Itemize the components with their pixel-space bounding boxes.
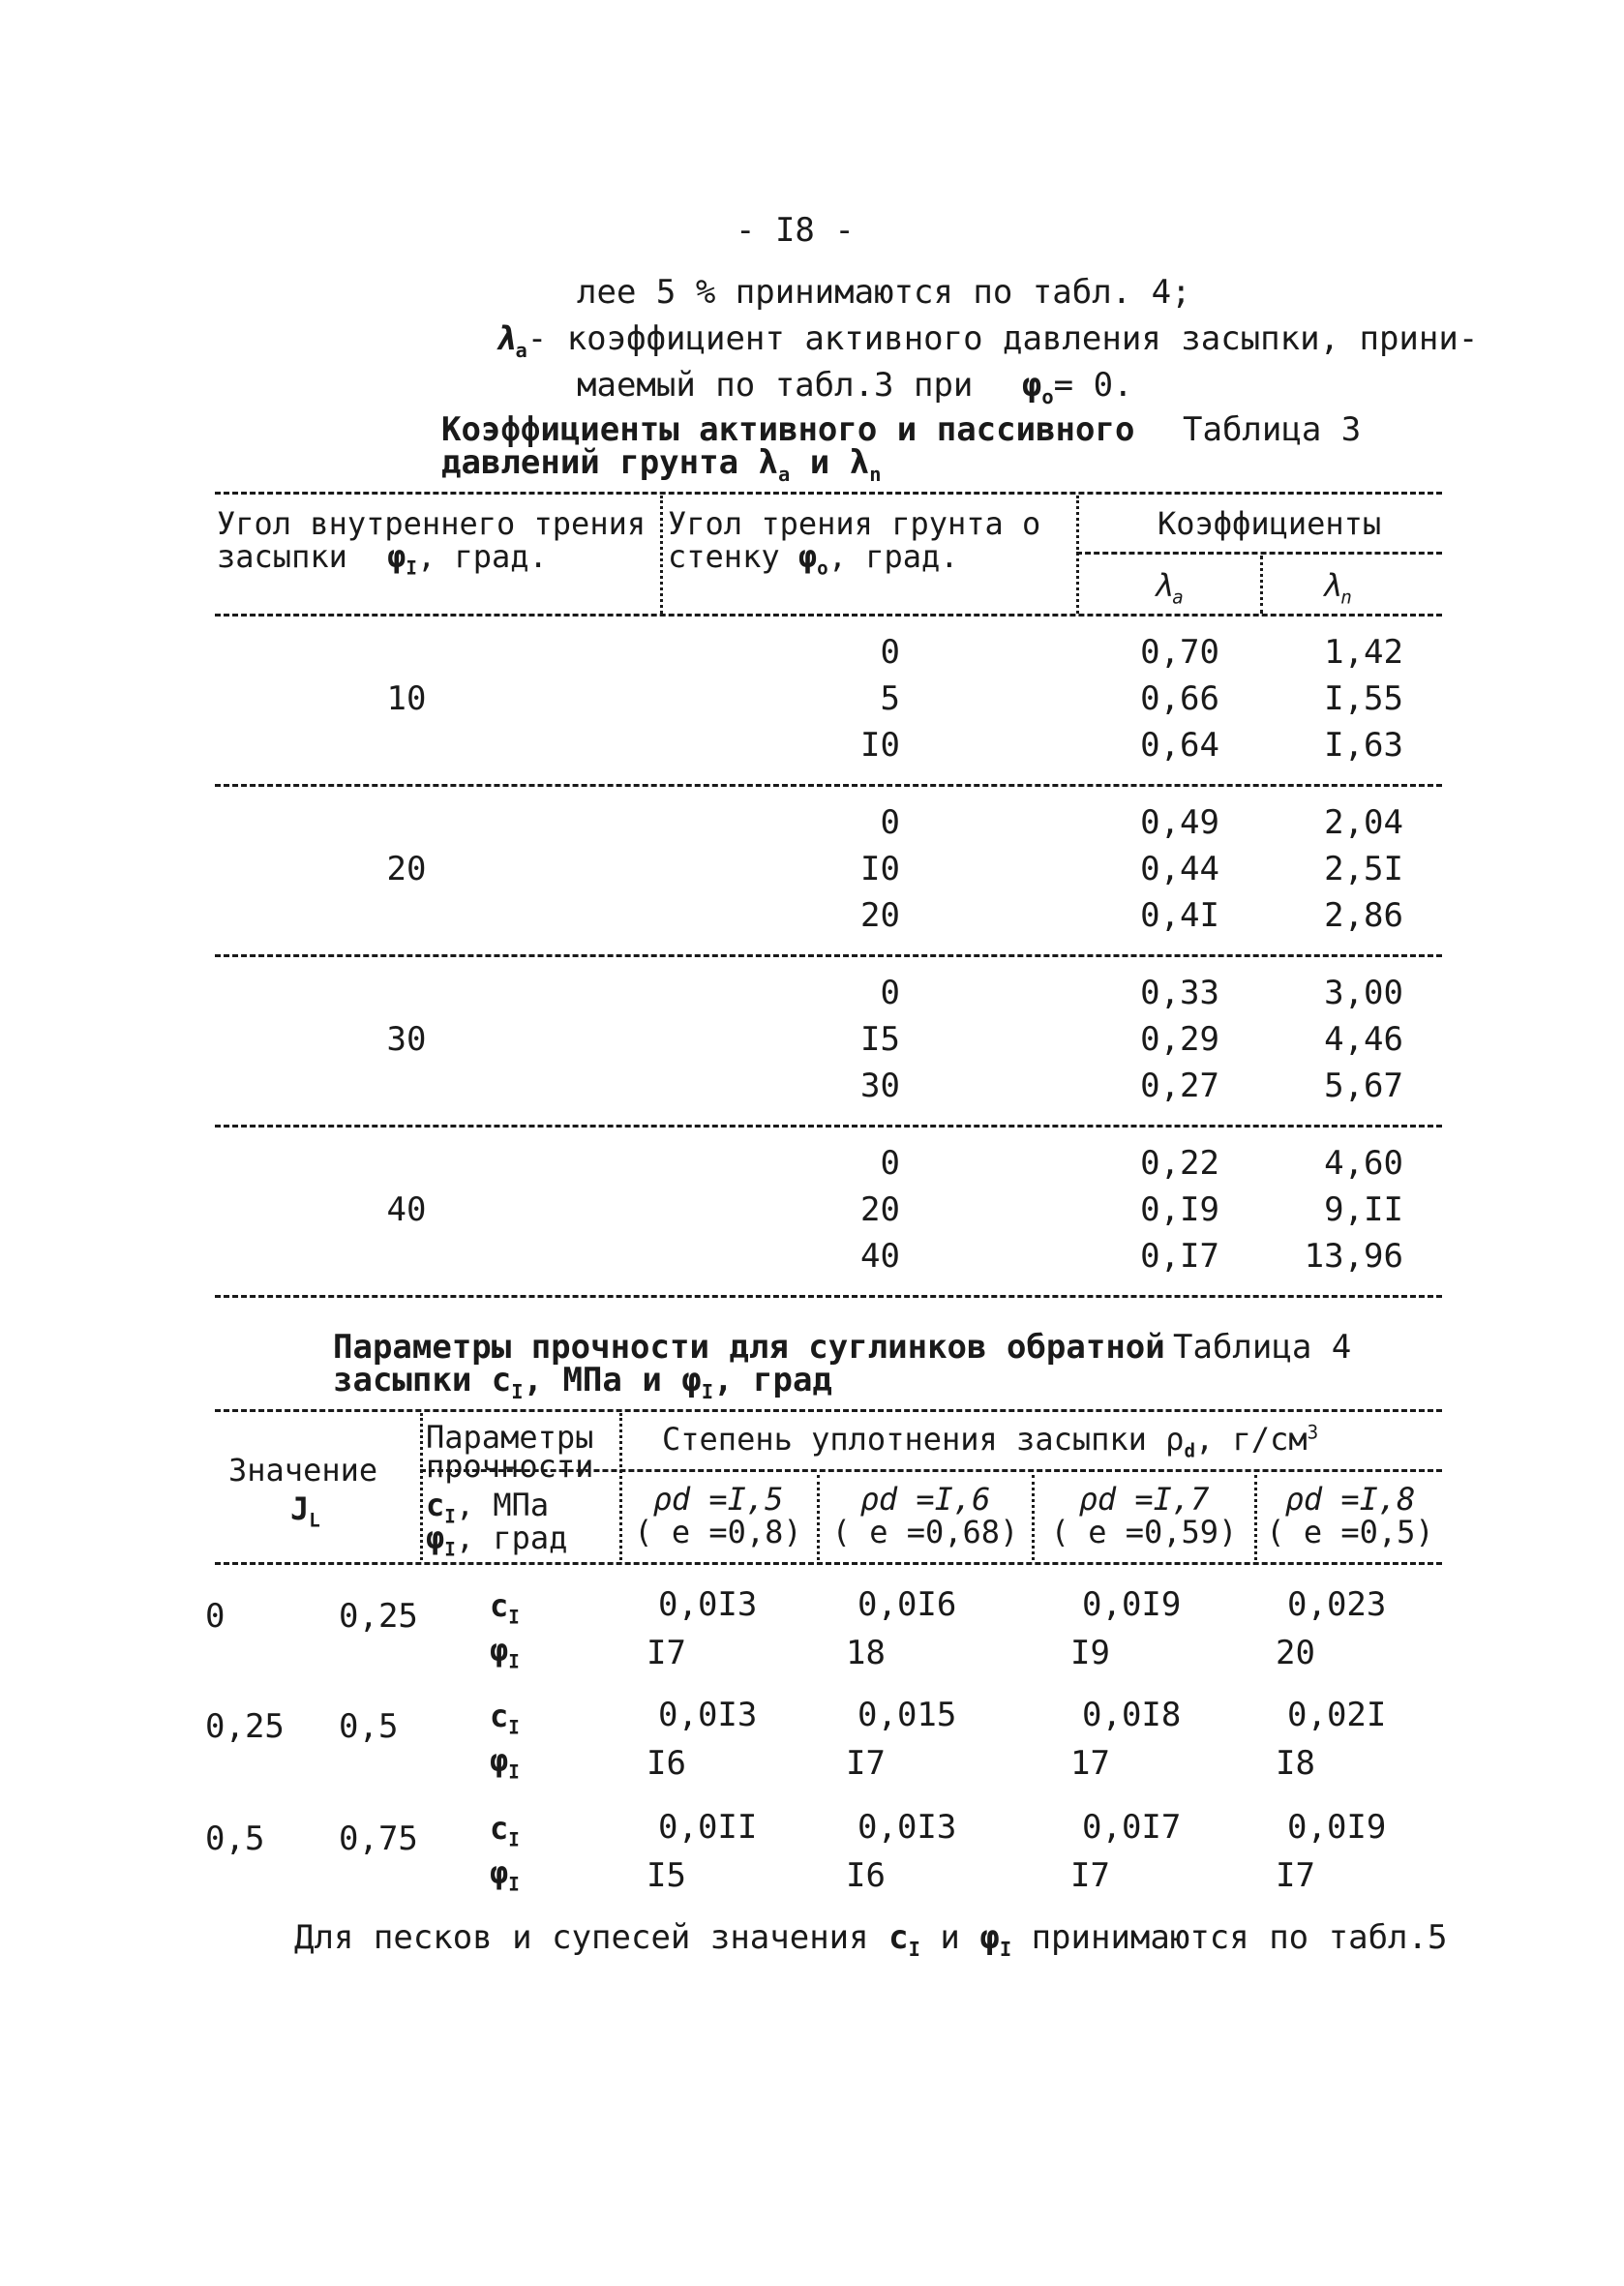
table4-title-phi-sub: I xyxy=(701,1379,714,1403)
table4-row-phi-symbol xyxy=(490,1854,520,1895)
table3-head-lambda-n xyxy=(1322,567,1352,608)
table3-head-sep-1 xyxy=(660,496,663,614)
table4-row-phi: φ xyxy=(490,1632,509,1669)
table3-head-col2-unit: , град. xyxy=(827,538,959,575)
table3-title-line1: Коэффициенты активного и пассивного xyxy=(441,410,1135,449)
table3-phi-value: 10 xyxy=(386,679,427,718)
table4-row-phi: φ xyxy=(490,1742,509,1779)
table3-phi-wall: 40 xyxy=(860,1237,900,1276)
table3-group-rule xyxy=(215,954,1442,957)
lambda-a-symbol: λ xyxy=(496,319,516,358)
table4-head-params-l2: прочности xyxy=(426,1448,594,1485)
table4-phi-value: 18 xyxy=(846,1634,886,1672)
page-number: - I8 - xyxy=(736,211,855,250)
table4-label: Таблица 4 xyxy=(1173,1328,1352,1367)
table3-phi-wall: 20 xyxy=(860,896,900,935)
table3-coef-rule xyxy=(1076,552,1442,555)
table4-row-c-sub: I xyxy=(508,1606,520,1629)
table4-title-mpa: , МПа и xyxy=(523,1361,662,1399)
table4-phi-value: I7 xyxy=(1070,1856,1110,1895)
phi-o-eq: = 0. xyxy=(1053,366,1133,405)
table4-value-to: 0,5 xyxy=(339,1707,399,1746)
table3-head-col1-sub: I xyxy=(406,556,417,580)
table4-phi-value: I7 xyxy=(647,1634,686,1672)
table4-c-value: 0,0I7 xyxy=(1082,1808,1182,1847)
table4-density-rho: ρd =I,8 xyxy=(1284,1481,1416,1518)
table3-lambda-n: I,63 xyxy=(1324,726,1403,765)
table4-value-to: 0,25 xyxy=(339,1597,418,1636)
table3-title-pre: давлений грунта xyxy=(441,443,739,482)
footer-phi-sub: I xyxy=(999,1937,1012,1961)
table3-phi-wall: 0 xyxy=(880,803,900,842)
table4-phi-value: I5 xyxy=(647,1856,686,1895)
intro-line-3-text: маемый по табл.3 при xyxy=(577,366,974,405)
table3-lambda-n: 9,II xyxy=(1324,1190,1403,1229)
table3-lambda-a: 0,I9 xyxy=(1140,1190,1219,1229)
table4-density-e: ( e =0,68) xyxy=(831,1514,1019,1550)
table3-head-col1-phi: φ xyxy=(387,538,406,575)
table3-head-col2-line2 xyxy=(668,538,959,579)
table4-head-j-sym: J xyxy=(290,1490,310,1527)
table3-lambda-a: 0,49 xyxy=(1140,803,1219,842)
table3-top-rule xyxy=(215,492,1442,495)
table3-phi-wall: 0 xyxy=(880,1144,900,1183)
table3-head-lambda-a-sym: λ xyxy=(1154,567,1173,604)
table3-group-rule xyxy=(215,1125,1442,1128)
table4-row-c-symbol xyxy=(490,1810,520,1850)
table4-head-mpa: , МПа xyxy=(455,1487,550,1523)
table4-head-c-sym: c xyxy=(426,1487,445,1523)
table4-head-degree-unit: , г/см xyxy=(1195,1421,1308,1458)
lambda-a-sub: a xyxy=(515,338,527,362)
table4-row-phi-sub: I xyxy=(508,1650,520,1673)
table4-head-phi-sub: I xyxy=(444,1538,456,1561)
table4-row-phi: φ xyxy=(490,1854,509,1891)
table4-title-c: засыпки c xyxy=(333,1361,512,1399)
intro-line-2 xyxy=(496,319,1478,362)
table4-density-rho: ρd =I,5 xyxy=(652,1481,784,1518)
table4-c-value: 0,0I6 xyxy=(857,1585,957,1624)
table4-row-c-sub: I xyxy=(508,1828,520,1851)
table4-row-c-sub: I xyxy=(508,1716,520,1739)
table4-phi-value: I9 xyxy=(1070,1634,1110,1672)
table4-head-params-l4 xyxy=(426,1519,567,1560)
table4-head-sep-4 xyxy=(1032,1475,1035,1560)
table4-head-degree-text: Степень уплотнения засыпки ρ xyxy=(662,1421,1185,1458)
table4-c-value: 0,015 xyxy=(857,1696,957,1734)
table4-row-c-symbol xyxy=(490,1698,520,1738)
table4-phi-value: 17 xyxy=(1070,1744,1110,1783)
table3-lambda-n: 1,42 xyxy=(1324,633,1403,672)
table3-head-col1-unit: , град. xyxy=(416,538,548,575)
table3-label: Таблица 3 xyxy=(1183,410,1362,449)
table4-c-value: 0,02I xyxy=(1287,1696,1387,1734)
table4-row-phi-symbol xyxy=(490,1742,520,1783)
footer-c-sub: I xyxy=(908,1937,920,1961)
table4-c-value: 0,023 xyxy=(1287,1585,1387,1624)
table4-c-value: 0,0I3 xyxy=(857,1808,957,1847)
footer-note xyxy=(294,1918,1447,1961)
table3-phi-wall: 0 xyxy=(880,633,900,672)
table4-row-c: c xyxy=(490,1810,509,1847)
intro-line-3 xyxy=(577,366,1133,408)
table3-group-rule xyxy=(215,784,1442,787)
table4-c-value: 0,0I3 xyxy=(658,1585,758,1624)
table3-lambda-n: 13,96 xyxy=(1304,1237,1403,1276)
table4-phi-value: I7 xyxy=(846,1744,886,1783)
table4-head-sep-3 xyxy=(817,1475,820,1560)
table4-row-phi-sub: I xyxy=(508,1760,520,1784)
table3-phi-value: 20 xyxy=(386,850,427,888)
table3-phi-wall: I0 xyxy=(860,850,900,888)
table4-row-c-symbol xyxy=(490,1587,520,1628)
table4-c-value: 0,0I8 xyxy=(1082,1696,1182,1734)
table3-lambda-a: 0,66 xyxy=(1140,679,1219,718)
table3-head-sep-3 xyxy=(1260,556,1263,614)
table3-lambda-n: 2,04 xyxy=(1324,803,1403,842)
table3-head-bottom-rule xyxy=(215,614,1442,617)
footer-c: c xyxy=(888,1918,909,1957)
table4-title-phi: φ xyxy=(681,1361,702,1399)
table3-lambda-a: 0,44 xyxy=(1140,850,1219,888)
table3-group-rule xyxy=(215,1295,1442,1298)
footer-pre: Для песков и супесей значения xyxy=(294,1918,869,1957)
table3-phi-wall: 20 xyxy=(860,1190,900,1229)
table4-phi-value: 20 xyxy=(1276,1634,1315,1672)
table4-value-from: 0 xyxy=(205,1597,226,1636)
table3-lambda-a: 0,33 xyxy=(1140,974,1219,1012)
phi-o-sub: o xyxy=(1041,384,1054,408)
footer-post: принимаются по табл.5 xyxy=(1031,1918,1448,1957)
table4-value-to: 0,75 xyxy=(339,1820,418,1858)
table4-density-e: ( e =0,59) xyxy=(1050,1514,1238,1550)
table3-head-col1-line1: Угол внутреннего трения xyxy=(217,505,647,542)
table4-row-c: c xyxy=(490,1587,509,1624)
table4-head-sep-1 xyxy=(420,1413,423,1560)
table4-head-grad: , град xyxy=(455,1519,568,1556)
table3-head-sep-2 xyxy=(1076,496,1079,614)
table4-head-degree-d: d xyxy=(1184,1439,1195,1462)
table3-phi-wall: 30 xyxy=(860,1067,900,1105)
table4-phi-value: I8 xyxy=(1276,1744,1315,1783)
table3-title-and: и xyxy=(809,443,830,482)
table3-phi-value: 40 xyxy=(386,1190,427,1229)
table4-head-phi-sym: φ xyxy=(426,1519,445,1556)
table4-head-degree xyxy=(662,1421,1318,1461)
table3-title-lambda-a: λ xyxy=(758,443,779,482)
table4-head-value-sym xyxy=(290,1490,320,1531)
table3-lambda-n: 2,86 xyxy=(1324,896,1403,935)
table3-head-coefficients: Коэффициенты xyxy=(1158,505,1382,542)
table3-lambda-a: 0,22 xyxy=(1140,1144,1219,1183)
table4-phi-value: I6 xyxy=(846,1856,886,1895)
table4-head-c-sub: I xyxy=(444,1505,456,1528)
table4-density-rho: ρd =I,7 xyxy=(1078,1481,1210,1518)
table4-density-e: ( e =0,5) xyxy=(1266,1514,1434,1550)
table3-head-col1-text: засыпки xyxy=(217,538,347,575)
table4-value-from: 0,25 xyxy=(205,1707,285,1746)
table4-phi-value: I7 xyxy=(1276,1856,1315,1895)
table3-lambda-a: 0,64 xyxy=(1140,726,1219,765)
table4-c-value: 0,0I9 xyxy=(1082,1585,1182,1624)
table4-phi-value: I6 xyxy=(647,1744,686,1783)
table3-phi-wall: 0 xyxy=(880,974,900,1012)
intro-line-1: лее 5 % принимаются по табл. 4; xyxy=(577,273,1191,312)
table3-lambda-n: 4,46 xyxy=(1324,1020,1403,1059)
table4-top-rule xyxy=(215,1409,1442,1412)
table3-title-lambda-n: λ xyxy=(849,443,870,482)
table3-lambda-n: 2,5I xyxy=(1324,850,1403,888)
table3-lambda-n: I,55 xyxy=(1324,679,1403,718)
table3-lambda-n: 5,67 xyxy=(1324,1067,1403,1105)
table4-head-params-l1: Параметры xyxy=(426,1419,594,1456)
table3-lambda-a: 0,29 xyxy=(1140,1020,1219,1059)
intro-line-2-text: - коэффициент активного давления засыпки, прини- xyxy=(526,319,1479,358)
table3-lambda-n: 3,00 xyxy=(1324,974,1403,1012)
table3-lambda-a: 0,I7 xyxy=(1140,1237,1219,1276)
table4-head-j-sub: L xyxy=(309,1509,320,1532)
table3-head-lambda-n-sym: λ xyxy=(1322,567,1341,604)
table3-phi-value: 30 xyxy=(386,1020,427,1059)
table3-head-col2-text: стенку xyxy=(668,538,780,575)
table3-phi-wall: I5 xyxy=(860,1020,900,1059)
footer-phi: φ xyxy=(979,1918,1000,1957)
table4-title-unit: , град xyxy=(713,1361,832,1399)
table3-lambda-a: 0,27 xyxy=(1140,1067,1219,1105)
table3-phi-wall: 5 xyxy=(880,679,900,718)
table3-head-col1-line2 xyxy=(217,538,548,579)
table4-head-degree-sup: 3 xyxy=(1307,1421,1319,1444)
table3-lambda-n: 4,60 xyxy=(1324,1144,1403,1183)
table4-value-from: 0,5 xyxy=(205,1820,265,1858)
table4-c-value: 0,0I9 xyxy=(1287,1808,1387,1847)
table3-head-lambda-n-sub: n xyxy=(1340,586,1352,609)
table3-title-line2 xyxy=(441,443,882,486)
table3-lambda-a: 0,70 xyxy=(1140,633,1219,672)
table4-title-c-sub: I xyxy=(511,1379,524,1403)
table3-head-lambda-a xyxy=(1154,567,1184,608)
table4-head-bottom-rule xyxy=(215,1562,1442,1565)
table4-density-e: ( e =0,8) xyxy=(634,1514,802,1550)
table4-title-line1: Параметры прочности для суглинков обратной xyxy=(333,1328,1165,1367)
table3-head-col2-phi: φ xyxy=(797,538,818,575)
table3-phi-wall: I0 xyxy=(860,726,900,765)
table3-head-col2-line1: Угол трения грунта о xyxy=(668,505,1041,542)
footer-and: и xyxy=(940,1918,960,1957)
table3-title-lambda-a-sub: a xyxy=(778,462,791,486)
phi-o-symbol: φ xyxy=(1021,366,1042,405)
table4-density-rho: ρd =I,6 xyxy=(859,1481,991,1518)
table3-title-lambda-n-sub: n xyxy=(869,462,882,486)
table4-c-value: 0,0II xyxy=(658,1808,758,1847)
table4-row-phi-symbol xyxy=(490,1632,520,1672)
table4-row-phi-sub: I xyxy=(508,1873,520,1896)
table4-head-sep-5 xyxy=(1254,1475,1257,1560)
table4-c-value: 0,0I3 xyxy=(658,1696,758,1734)
table3-lambda-a: 0,4I xyxy=(1140,896,1219,935)
table3-head-col2-sub: o xyxy=(817,556,828,580)
table4-head-value: Значение xyxy=(228,1452,378,1489)
table4-row-c: c xyxy=(490,1698,509,1734)
table3-head-lambda-a-sub: a xyxy=(1172,586,1184,609)
table4-title-line2 xyxy=(333,1361,832,1403)
